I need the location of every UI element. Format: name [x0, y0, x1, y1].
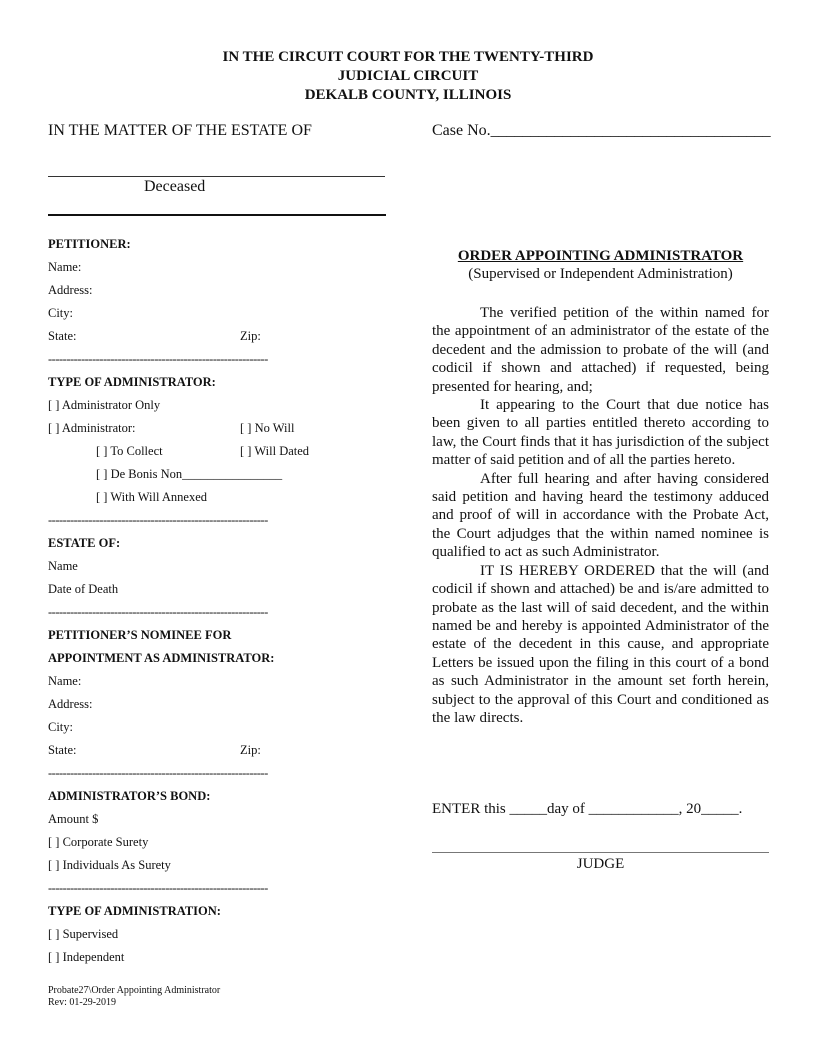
corporate-surety-checkbox[interactable]: [ ] Corporate Surety: [48, 835, 149, 849]
court-heading-3: DEKALB COUNTY, ILLINOIS: [304, 87, 512, 103]
order-subtitle: (Supervised or Independent Administration): [468, 266, 733, 282]
separator: ------------------------------------------------------------: [48, 352, 268, 366]
petitioner-name: Name:: [48, 260, 82, 274]
petitioner-heading: PETITIONER:: [48, 237, 131, 251]
estate-name-line[interactable]: [48, 176, 385, 177]
individuals-surety-checkbox[interactable]: [ ] Individuals As Surety: [48, 858, 171, 872]
paragraph-hearing: After full hearing and after having considered said petition and having heard the testimony adduced and proof of will in accordance with the Probate Act, the Court adjudges that the within named nominee is qualified to act as such Administrator.: [432, 470, 769, 561]
nominee-name: Name:: [48, 674, 82, 688]
separator: ------------------------------------------------------------: [48, 513, 268, 527]
deceased-label: Deceased: [144, 178, 206, 195]
paragraph-notice: It appearing to the Court that due notice has been given to all parties entitled thereto according to law, the Court finds that it has jurisdiction of the subject matter of said petition and of all the parties hereto.: [432, 397, 769, 469]
state-label: State:: [48, 329, 77, 343]
nominee-heading-2: APPOINTMENT AS ADMINISTRATOR:: [48, 651, 275, 665]
administrator-row: [48, 417, 328, 440]
judge-signature-line[interactable]: [432, 852, 769, 853]
case-number-field[interactable]: Case No.___________________________________: [432, 122, 771, 139]
administrator-only-checkbox[interactable]: [ ] Administrator Only: [48, 398, 161, 412]
bond-heading: ADMINISTRATOR’S BOND:: [48, 789, 211, 803]
court-heading-1: IN THE CIRCUIT COURT FOR THE TWENTY-THIRD: [222, 49, 594, 65]
de-bonis-non-checkbox[interactable]: [ ] De Bonis Non________________: [96, 467, 283, 481]
petitioner-city: City:: [48, 306, 74, 320]
revision-date: Rev: 01-29-2019: [48, 997, 117, 1008]
order-body: [432, 304, 769, 727]
to-collect-checkbox[interactable]: [ ] To Collect: [96, 444, 163, 458]
paragraph-order: IT IS HEREBY ORDERED that the will (and codicil if shown and attached) be and is/are admitted to probate as the last will of said decedent, and the within named be and hereby is appointed Administrator of the estate of the decedent in this cause, and appropriate Letters be issued upon the filing in this court of a bond as such Administrator in the amount set forth herein, subject to the approval of this Court and conditioned as the law directs.: [432, 562, 769, 726]
divider: [48, 214, 386, 216]
estate-of-heading: ESTATE OF:: [48, 536, 121, 550]
nominee-address: Address:: [48, 697, 93, 711]
matter-label: IN THE MATTER OF THE ESTATE OF: [48, 122, 312, 139]
type-administration-heading: TYPE OF ADMINISTRATION:: [48, 904, 221, 918]
court-heading-2: JUDICIAL CIRCUIT: [337, 68, 479, 84]
form-id: Probate27\Order Appointing Administrator: [48, 985, 221, 996]
bond-amount: Amount $: [48, 812, 99, 826]
supervised-checkbox[interactable]: [ ] Supervised: [48, 927, 119, 941]
with-will-annexed-checkbox[interactable]: [ ] With Will Annexed: [96, 490, 208, 504]
date-of-death: Date of Death: [48, 582, 119, 596]
zip-label: Zip:: [240, 329, 261, 343]
petitioner-address: Address:: [48, 283, 93, 297]
separator: ------------------------------------------------------------: [48, 605, 268, 619]
order-title: ORDER APPOINTING ADMINISTRATOR: [457, 248, 744, 264]
petitioner-state: [48, 325, 328, 348]
no-will-checkbox[interactable]: [ ] No Will: [240, 421, 295, 435]
administrator-checkbox[interactable]: [ ] Administrator:: [48, 421, 136, 435]
nominee-heading-1: PETITIONER’S NOMINEE FOR: [48, 628, 232, 642]
nominee-city: City:: [48, 720, 74, 734]
separator: ------------------------------------------------------------: [48, 766, 268, 780]
paragraph-petition: The verified petition of the within named for the appointment of an administrator of the estate of the decedent and the admission to probate of the will (and codicil if shown and attached) if requested, being presented for hearing, and;: [432, 305, 769, 395]
type-administrator-heading: TYPE OF ADMINISTRATOR:: [48, 375, 216, 389]
to-collect-row: [48, 440, 328, 463]
nominee-state: [48, 739, 328, 762]
separator: ------------------------------------------------------------: [48, 881, 268, 895]
judge-label: JUDGE: [576, 856, 625, 872]
state-label: State:: [48, 743, 77, 757]
will-dated-checkbox[interactable]: [ ] Will Dated: [240, 444, 310, 458]
estate-name: Name: [48, 559, 78, 573]
petition-details: [48, 233, 328, 969]
zip-label: Zip:: [240, 743, 261, 757]
independent-checkbox[interactable]: [ ] Independent: [48, 950, 125, 964]
enter-date-line[interactable]: ENTER this _____day of ____________, 20_____.: [432, 801, 743, 817]
